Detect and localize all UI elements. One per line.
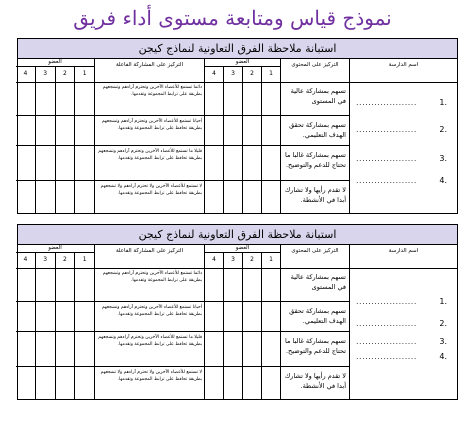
participation-item: لا تستمع للأعضاء الآخرين ولا تحترم آراءهم ولا تشجعهم بطريقة تحافظ على ترابط المجموعة وتقدمها. [100, 184, 202, 196]
content-item: تسهم بمشاركة عالية في المستوى [290, 273, 346, 291]
content-item: تسهم بمشاركة تحقق الهدف التعليمي. [289, 307, 346, 325]
score-label: 2 [243, 252, 262, 268]
member-label: العضو [16, 244, 94, 253]
name-line-1[interactable]: .................... 1. [356, 297, 447, 306]
participation-item: أحيانا تستمع للأعضاء الآخرين وتحترم آراءهم وتشجعهم بطريقة تحافظ على ترابط المجموعة وتقدمها. [101, 305, 202, 317]
name-line-1[interactable]: .................... 1. [356, 98, 447, 107]
member-label: العضو [205, 58, 280, 67]
score-label: 1 [269, 70, 273, 77]
score-header [205, 66, 280, 83]
page-title: نموذج قياس ومتابعة مستوى أداء فريق [73, 6, 392, 30]
score-label: 4 [16, 252, 36, 268]
participation-item: دائما تستمع للأعضاء الآخرين وتحترم آراءهم وتشجعهم بطريقة على ترابط المجموعة وتقدمها. [102, 85, 202, 97]
col-name-header: اسم الدارسة [350, 244, 457, 269]
name-line-4[interactable]: .................... 4. [356, 176, 447, 185]
content-item: لا تقدم رأيها ولا تشارك أبدا في الأنشطة. [284, 186, 346, 204]
member-label: العضو [16, 58, 94, 67]
content-focus-column [280, 58, 349, 213]
score-grid-content [204, 58, 280, 213]
col-name-header: اسم الدارسة [350, 58, 457, 83]
name-line-2[interactable]: .................... 2. [356, 125, 447, 134]
content-item: تسهم بمشاركة غالبا ما تحتاج للدعم والتوضيح. [285, 151, 346, 169]
score-label: 2 [56, 252, 76, 268]
content-item: تسهم بمشاركة غالبا ما تحتاج للدعم والتوضيح. [285, 337, 346, 355]
participation-item: أحيانا تستمع للأعضاء الآخرين وتحترم آراءهم وتشجعهم بطريقة تحافظ على ترابط المجموعة وتقدمها. [101, 119, 202, 131]
content-focus-column [280, 244, 349, 399]
col-content-header: التركيز على المحتوى [281, 58, 349, 83]
col-content-header: التركيز على المحتوى [281, 244, 349, 269]
form-heading: استبانة ملاحظة الفرق التعاونية لنماذج كيجن [18, 225, 457, 245]
member-label: العضو [205, 244, 280, 253]
score-label: 1 [82, 70, 87, 77]
score-label: 2 [56, 66, 76, 82]
score-header [16, 66, 94, 83]
participation-item: لا تستمع للأعضاء الآخرين ولا تحترم آراءهم ولا تشجعهم بطريقة تحافظ على ترابط المجموعة وتقدمها. [100, 370, 202, 382]
score-header [205, 252, 280, 269]
score-label: 1 [82, 256, 87, 263]
student-name-column [349, 58, 457, 213]
score-label: 4 [16, 66, 36, 82]
score-header [16, 252, 94, 269]
participation-item: قليلا ما تستمع للأعضاء الآخرين وتحترم آراءهم وتشجعهم بطريقة تحافظ على ترابط المجموعة وتقدمها. [98, 149, 202, 161]
score-label: 4 [205, 252, 224, 268]
participation-focus-column [94, 58, 204, 213]
score-label: 2 [243, 66, 262, 82]
content-item: تسهم بمشاركة تحقق الهدف التعليمي. [289, 121, 346, 139]
content-item: تسهم بمشاركة عالية في المستوى [290, 87, 346, 105]
form-heading: استبانة ملاحظة الفرق التعاونية لنماذج كيجن [18, 39, 457, 59]
name-line-3[interactable]: .................... 3. [356, 154, 447, 163]
score-grid-content [204, 244, 280, 399]
name-line-4[interactable]: .................... 4. [356, 352, 447, 361]
score-label: 3 [36, 66, 56, 82]
col-participation-header: التركيز على المشاركة الفاعلة [95, 58, 204, 83]
col-participation-header: التركيز على المشاركة الفاعلة [95, 244, 204, 269]
student-name-column [349, 244, 457, 399]
observation-form-2 [17, 224, 458, 400]
name-line-3[interactable]: .................... 3. [356, 337, 447, 346]
score-label: 4 [205, 66, 224, 82]
score-grid-participation [16, 58, 94, 213]
participation-focus-column [94, 244, 204, 399]
score-grid-participation [16, 244, 94, 399]
score-label: 3 [224, 252, 243, 268]
observation-form-1 [17, 38, 458, 214]
participation-item: قليلا ما تستمع للأعضاء الآخرين وتحترم آراءهم وتشجعهم بطريقة تحافظ على ترابط المجموعة وتقدمها. [98, 335, 202, 347]
score-label: 3 [36, 252, 56, 268]
score-label: 3 [224, 66, 243, 82]
score-label: 1 [269, 256, 273, 263]
content-item: لا تقدم رأيها ولا تشارك أبدا في الأنشطة. [284, 372, 346, 390]
participation-item: دائما تستمع للأعضاء الآخرين وتحترم آراءهم وتشجعهم بطريقة على ترابط المجموعة وتقدمها. [102, 271, 202, 283]
name-line-2[interactable]: .................... 2. [356, 319, 447, 328]
